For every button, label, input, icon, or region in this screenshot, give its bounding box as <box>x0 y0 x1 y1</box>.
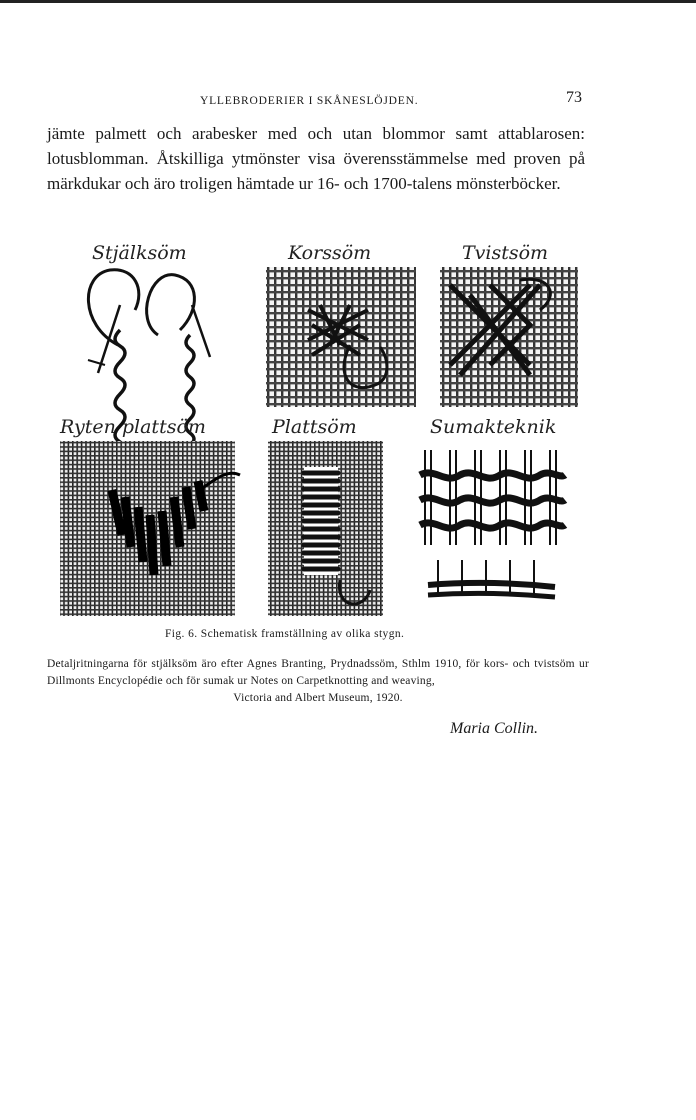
label-tvistsom: Tvistsöm <box>462 242 549 264</box>
satin-stitch-illustration <box>268 416 383 616</box>
ryten-satin-stitch-illustration <box>59 416 240 616</box>
cross-stitch-illustration <box>266 242 416 407</box>
page-number: 73 <box>566 89 582 106</box>
top-rule <box>0 0 696 3</box>
label-korssom: Korssöm <box>288 242 372 264</box>
twist-stitch-illustration <box>440 242 578 407</box>
source-note-tail: Victoria and Albert Museum, 1920. <box>233 692 403 704</box>
label-sumakteknik: Sumakteknik <box>430 416 557 438</box>
author-signature: Maria Collin. <box>450 720 539 737</box>
label-ryten-plattsom: Ryten plattsöm <box>60 416 206 438</box>
label-plattsom: Plattsöm <box>272 416 357 438</box>
stitch-figure <box>50 235 590 620</box>
figure-caption: Fig. 6. Schematisk framställning av olika stygn. <box>165 628 405 640</box>
source-note-text: Detaljritningarna för stjälksöm äro efter Agnes Branting, Prydnadssöm, Sthlm 1910, för kors- och tvistsöm ur Dillmonts Encyclopédie och för sumak ur Notes on Carpetknotting and weaving, <box>47 658 589 687</box>
running-head: YLLEBRODERIER I SKÅNESLÖJDEN. <box>200 95 419 107</box>
body-paragraph: jämte palmett och arabesker med och utan blommor samt attablarosen: lotusblomman. Åtskilliga ytmönster visa överensstämmelse med proven på märkdukar och äro troligen hämtade ur 16- och 1700-talens mönsterböcker. <box>47 124 585 193</box>
label-stjalksom: Stjälksöm <box>92 242 187 264</box>
figure-source-note <box>47 656 589 707</box>
soumak-technique-illustration <box>420 416 565 597</box>
